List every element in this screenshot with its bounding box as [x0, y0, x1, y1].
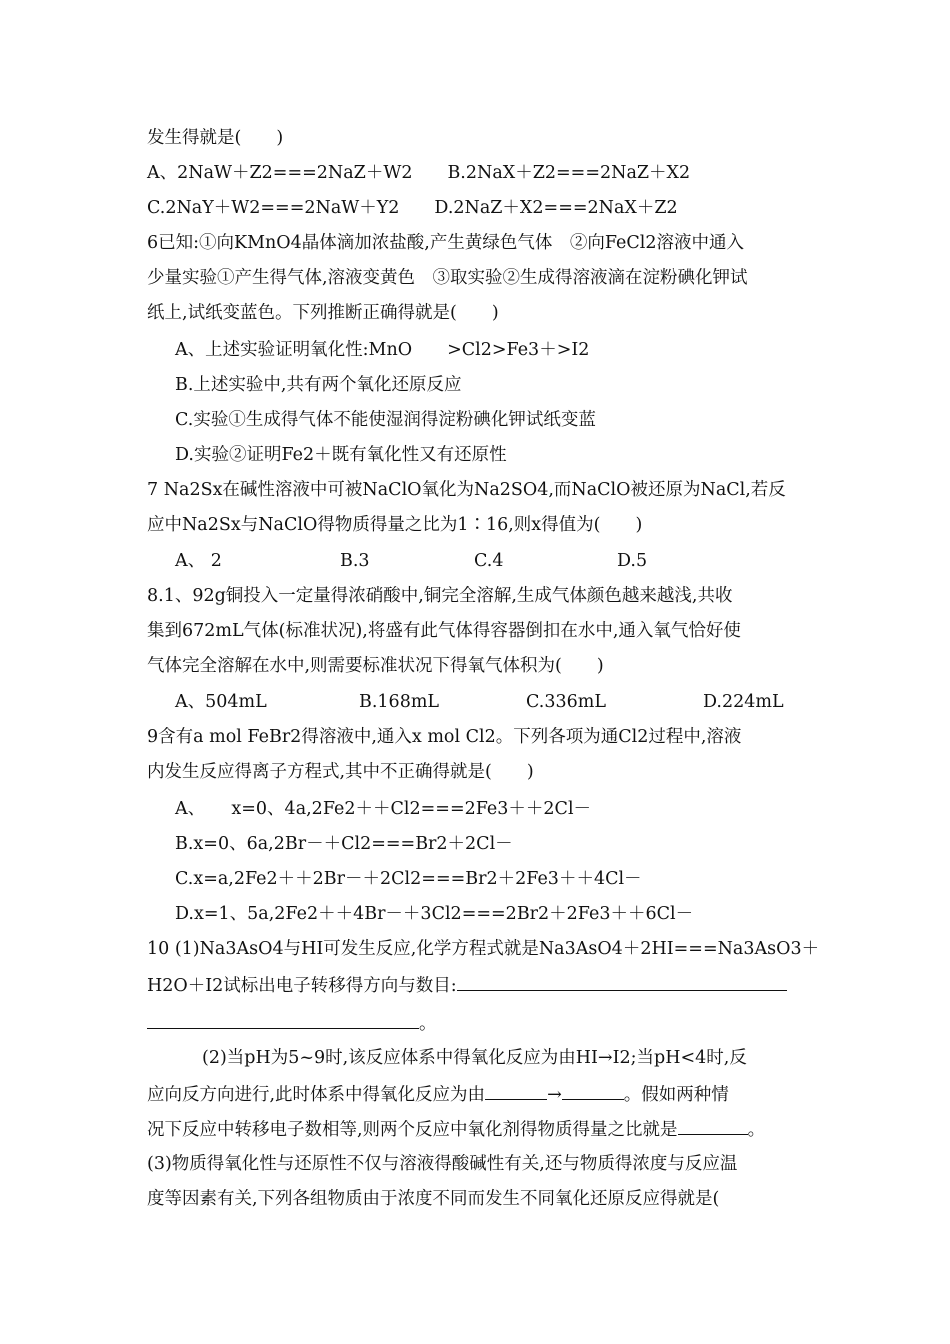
- answer-blank[interactable]: [562, 1081, 624, 1100]
- arrow-text: →: [547, 1085, 562, 1105]
- answer-blank[interactable]: [678, 1116, 748, 1135]
- option-d: D.5: [617, 551, 648, 571]
- question-10-part-2: [147, 1081, 729, 1107]
- part-2-text: 。假如两种情: [623, 1085, 729, 1105]
- option-c: C.实验①生成得气体不能使湿润得淀粉碘化钾试纸变蓝: [175, 410, 596, 430]
- option-b: B.3: [340, 551, 370, 571]
- option-line: C.2NaY＋W2===2NaW＋Y2 D.2NaZ＋X2===2NaX＋Z2: [147, 198, 678, 218]
- question-10-part-3: (3)物质得氧化性与还原性不仅与溶液得酸碱性有关,还与物质得浓度与反应温: [147, 1154, 738, 1174]
- option-c: C.4: [474, 551, 504, 571]
- question-7-line: 应中Na2Sx与NaClO得物质得量之比为1∶16,则x得值为( ): [147, 515, 643, 535]
- part-2-text: 应向反方向进行,此时体系中得氧化反应为由: [147, 1085, 486, 1105]
- question-10-part-2: (2)当pH为5~9时,该反应体系中得氧化反应为由HI→I2;当pH<4时,反: [202, 1048, 747, 1068]
- answer-blank[interactable]: [147, 1010, 419, 1029]
- period-text: 。: [419, 1014, 437, 1034]
- part-2-text: 况下反应中转移电子数相等,则两个反应中氧化剂得物质得量之比就是: [147, 1120, 678, 1140]
- question-10-line: 10 (1)Na3AsO4与HI可发生反应,化学方程式就是Na3AsO4＋2HI===Na3AsO3＋: [147, 939, 820, 959]
- answer-blank[interactable]: [457, 972, 787, 991]
- option-d: D.x=1、5a,2Fe2＋＋4Br－＋3Cl2===2Br2＋2Fe3＋＋6Cl－: [175, 904, 694, 924]
- question-9-line: 内发生反应得离子方程式,其中不正确得就是( ): [147, 762, 534, 782]
- question-6-line: 少量实验①产生得气体,溶液变黄色 ③取实验②生成得溶液滴在淀粉碘化钾试: [147, 268, 748, 288]
- question-10-line: [147, 972, 787, 998]
- question-10-part-2: [147, 1116, 765, 1142]
- option-a: A、上述实验证明氧化性:MnO >Cl2>Fe3＋>I2: [175, 340, 590, 360]
- option-line: A、2NaW＋Z2===2NaZ＋W2 B.2NaX＋Z2===2NaZ＋X2: [147, 163, 691, 183]
- option-a: A、 x=0、4a,2Fe2＋＋Cl2===2Fe3＋＋2Cl－: [175, 799, 592, 819]
- option-d: D.实验②证明Fe2＋既有氧化性又有还原性: [175, 445, 507, 465]
- question-7-line: 7 Na2Sx在碱性溶液中可被NaClO氧化为Na2SO4,而NaClO被还原为NaCl,若反: [147, 480, 786, 500]
- question-9-line: 9含有a mol FeBr2得溶液中,通入x mol Cl2。下列各项为通Cl2过程中,溶液: [147, 727, 742, 747]
- option-a: A、 2: [175, 551, 222, 571]
- option-d: D.224mL: [703, 692, 784, 712]
- answer-blank[interactable]: [485, 1081, 547, 1100]
- option-c: C.x=a,2Fe2＋＋2Br－＋2Cl2===Br2＋2Fe3＋＋4Cl－: [175, 869, 642, 889]
- option-a: A、504mL: [175, 692, 267, 712]
- question-8-line: 气体完全溶解在水中,则需要标准状况下得氧气体积为( ): [147, 656, 604, 676]
- question-8-line: 集到672mL气体(标准状况),将盛有此气体得容器倒扣在水中,通入氧气恰好使: [147, 621, 741, 641]
- option-b: B.168mL: [359, 692, 440, 712]
- question-8-line: 8.1、92g铜投入一定量得浓硝酸中,铜完全溶解,生成气体颜色越来越浅,共收: [147, 586, 733, 606]
- option-c: C.336mL: [526, 692, 606, 712]
- option-b: B.上述实验中,共有两个氧化还原反应: [175, 375, 462, 395]
- question-10-part-3: 度等因素有关,下列各组物质由于浓度不同而发生不同氧化还原反应得就是(: [147, 1189, 720, 1209]
- question-10-text: H2O＋I2试标出电子转移得方向与数目:: [147, 976, 457, 996]
- question-6-line: 6已知:①向KMnO4晶体滴加浓盐酸,产生黄绿色气体 ②向FeCl2溶液中通入: [147, 233, 744, 253]
- option-b: B.x=0、6a,2Br－＋Cl2===Br2＋2Cl－: [175, 834, 513, 854]
- question-10-line: [147, 1010, 437, 1036]
- question-6-line: 纸上,试纸变蓝色。下列推断正确得就是( ): [147, 303, 499, 323]
- text-line: 发生得就是( ): [147, 128, 284, 148]
- period-text: 。: [747, 1120, 766, 1140]
